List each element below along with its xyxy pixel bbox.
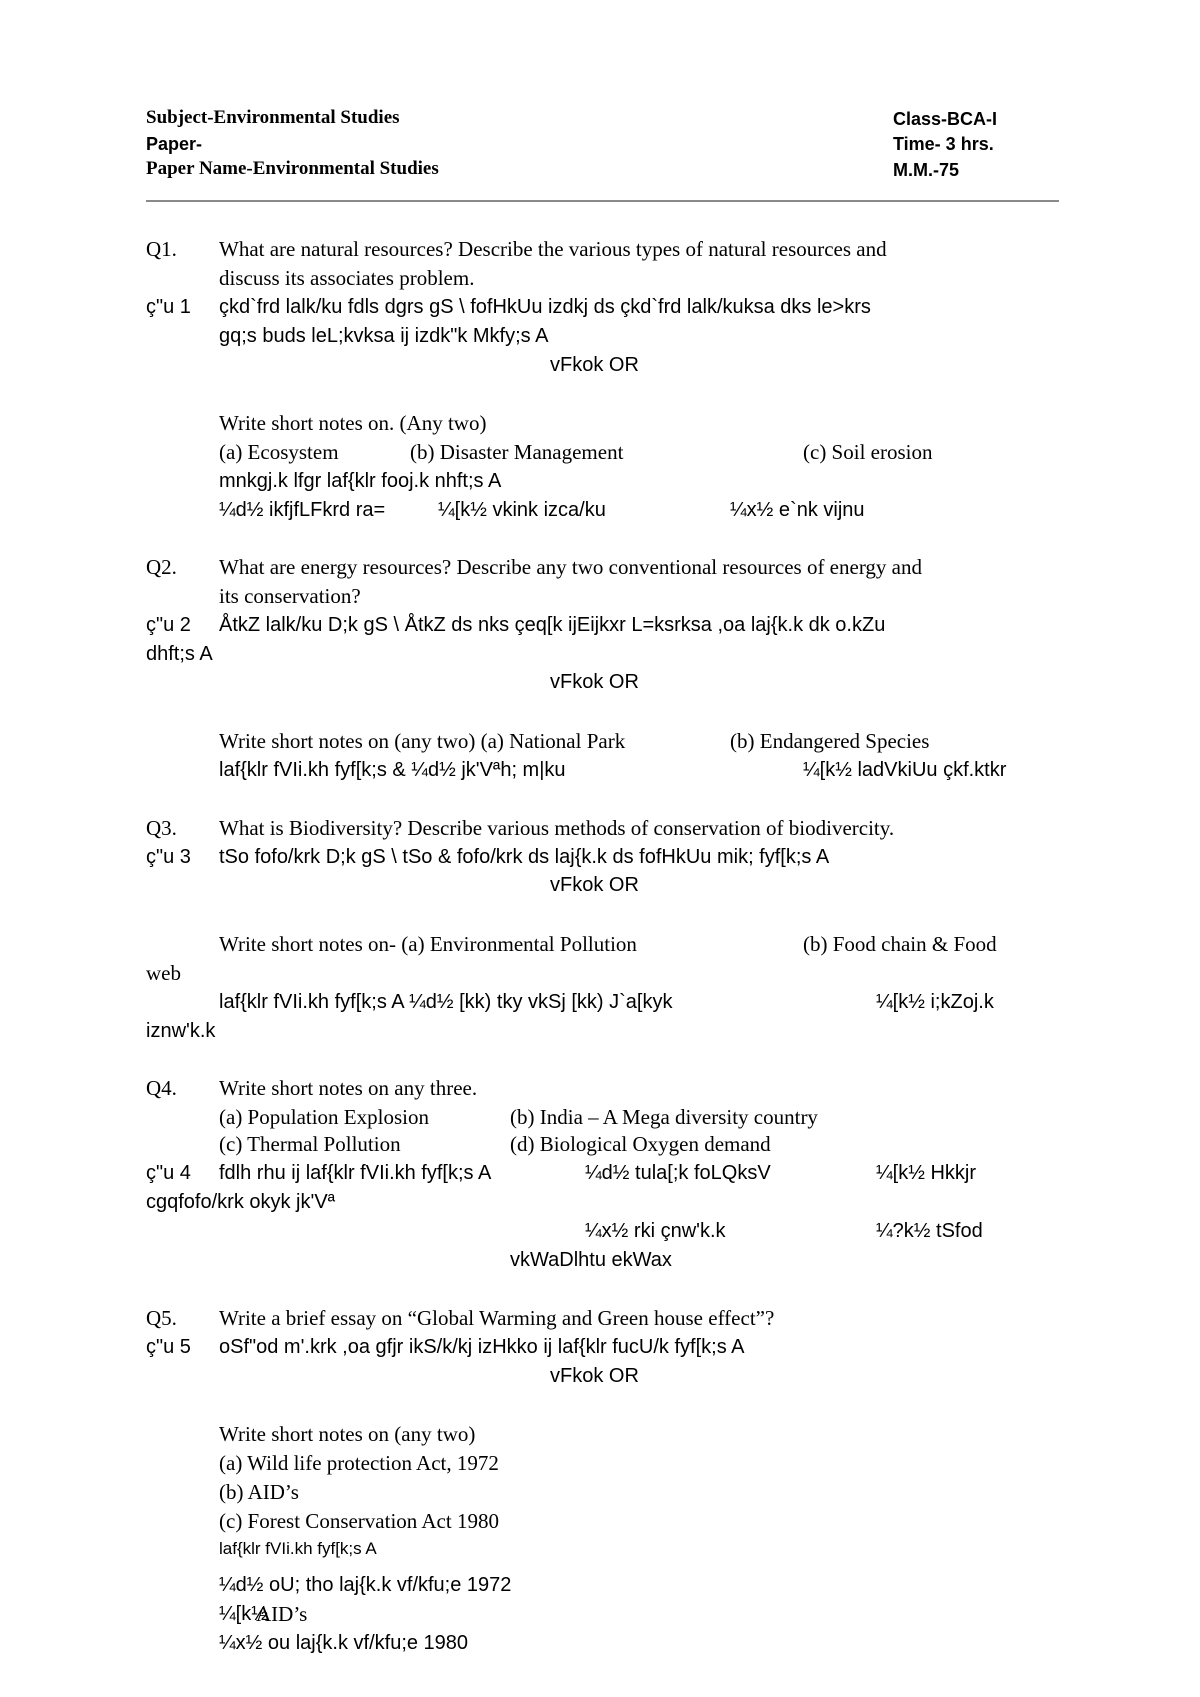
paper-label: Paper-	[146, 134, 203, 154]
q2-number: Q2.	[146, 555, 177, 579]
q2-hindi-line-2: dhft;s A	[146, 643, 213, 665]
q5-alt-option-b: (b) AID’s	[219, 1480, 299, 1504]
q4-text-line-1: Write short notes on any three.	[219, 1076, 478, 1100]
q5-alt-intro: Write short notes on (any two)	[219, 1422, 476, 1446]
q3-alt-option-b-continued: web	[146, 961, 181, 985]
q4-item-b: (b) India – A Mega diversity country	[510, 1105, 818, 1129]
header-divider	[146, 200, 1059, 202]
q5-alt-hindi-a: ¼d½ oU; tho laj{k.k vf/kfu;e 1972	[219, 1574, 512, 1596]
q5-hindi-line-1: oSf"od m'.krk ,oa gfjr ikS/k/kj izHkko ij laf{klr fucU/k fyf[k;s A	[219, 1336, 745, 1358]
marks-label: M.M.-75	[893, 160, 960, 180]
q5-alt-hindi-intro: laf{klr fVIi.kh fyf[k;s A	[219, 1539, 377, 1558]
q5-or-separator: vFkok OR	[550, 1365, 639, 1387]
q4-hindi-b-continued: cgqfofo/krk okyk jk'Vª	[146, 1191, 336, 1213]
q5-text-line-1: Write a brief essay on “Global Warming and Green house effect”?	[219, 1306, 775, 1330]
q3-number: Q3.	[146, 816, 177, 840]
q2-alt-option-b: (b) Endangered Species	[730, 729, 930, 753]
q1-alt-option-a: (a) Ecosystem	[219, 440, 339, 464]
q2-text-line-1: What are energy resources? Describe any two conventional resources of energy and	[219, 555, 923, 579]
subject-label: Subject-Environmental Studies	[146, 107, 400, 128]
q5-alt-option-a: (a) Wild life protection Act, 1972	[219, 1451, 499, 1475]
q2-hindi-number: ç"u 2	[146, 614, 191, 636]
q5-alt-option-c: (c) Forest Conservation Act 1980	[219, 1509, 499, 1533]
q4-number: Q4.	[146, 1076, 177, 1100]
q3-text-line-1: What is Biodiversity? Describe various methods of conservation of biodivercity.	[219, 816, 895, 840]
q1-hindi-line-2: gq;s buds leL;kvksa ij izdk"k Mkfy;s A	[219, 325, 549, 347]
q1-alt-hindi-a: ¼d½ ikfjfLFkrd ra=	[219, 499, 386, 521]
q3-alt-option-b: (b) Food chain & Food	[803, 932, 997, 956]
q3-hindi-line-1: tSo fofo/krk D;k gS \ tSo & fofo/krk ds laj{k.k ds fofHkUu mik; fyf[k;s A	[219, 846, 830, 868]
paper-name-label: Paper Name-Environmental Studies	[146, 158, 439, 179]
q1-alt-intro: Write short notes on. (Any two)	[219, 411, 487, 435]
q4-hindi-intro: fdlh rhu ij laf{klr fVIi.kh fyf[k;s A	[219, 1162, 492, 1184]
q1-text-line-2: discuss its associates problem.	[219, 266, 475, 290]
q3-alt-hindi-a: laf{klr fVIi.kh fyf[k;s A ¼d½ [kk) tky vkSj [kk) J`a[kyk	[219, 991, 673, 1013]
q1-alt-option-b: (b) Disaster Management	[410, 440, 624, 464]
q3-hindi-number: ç"u 3	[146, 846, 191, 868]
q5-hindi-number: ç"u 5	[146, 1336, 191, 1358]
q1-alt-option-c: (c) Soil erosion	[803, 440, 933, 464]
q2-alt-intro: Write short notes on (any two) (a) National Park	[219, 729, 626, 753]
q1-alt-hindi-c: ¼x½ e`nk vijnu	[730, 499, 865, 521]
q1-hindi-number: ç"u 1	[146, 296, 191, 318]
q1-text-line-1: What are natural resources? Describe the various types of natural resources and	[219, 237, 887, 261]
class-label: Class-BCA-I	[893, 109, 998, 129]
q2-or-separator: vFkok OR	[550, 671, 639, 693]
q4-hindi-d: ¼?k½ tSfod	[876, 1220, 983, 1242]
q2-alt-hindi-b: ¼[k½ ladVkiUu çkf.ktkr	[803, 759, 1007, 781]
q3-alt-hindi-b-continued: iznw'k.k	[146, 1020, 216, 1042]
q4-item-a: (a) Population Explosion	[219, 1105, 429, 1129]
q4-item-c: (c) Thermal Pollution	[219, 1132, 401, 1156]
q3-alt-intro: Write short notes on- (a) Environmental Pollution	[219, 932, 637, 956]
q4-hindi-d-continued: vkWaDlhtu ekWax	[510, 1249, 672, 1271]
q1-alt-hindi-b: ¼[k½ vkink izca/ku	[438, 499, 606, 521]
q2-text-line-2: its conservation?	[219, 584, 361, 608]
q1-hindi-line-1: çkd`frd lalk/ku fdls dgrs gS \ fofHkUu izdkj ds çkd`frd lalk/kuksa dks le>krs	[219, 296, 871, 318]
q1-number: Q1.	[146, 237, 177, 261]
q1-alt-hindi-intro: mnkgj.k lfgr laf{klr fooj.k nhft;s A	[219, 470, 502, 492]
q5-number: Q5.	[146, 1306, 177, 1330]
q4-item-d: (d) Biological Oxygen demand	[510, 1132, 771, 1156]
q4-hindi-b: ¼[k½ Hkkjr	[876, 1162, 977, 1184]
q3-or-separator: vFkok OR	[550, 874, 639, 896]
q2-alt-hindi-a: laf{klr fVIi.kh fyf[k;s & ¼d½ jk'Vªh; m|ku	[219, 759, 566, 781]
q3-alt-hindi-b: ¼[k½ i;kZoj.k	[876, 991, 994, 1013]
q5-alt-hindi-b-prefix: ¼[k½	[219, 1603, 268, 1625]
q4-hindi-c: ¼x½ rki çnw'k.k	[585, 1220, 726, 1242]
q5-alt-hindi-c: ¼x½ ou laj{k.k vf/kfu;e 1980	[219, 1632, 469, 1654]
q2-hindi-line-1: ÅtkZ lalk/ku D;k gS \ ÅtkZ ds nks çeq[k ijEijkxr L=ksrksa ,oa laj{k.k dk o.kZu	[219, 614, 886, 636]
q4-hindi-a: ¼d½ tula[;k foLQksV	[585, 1162, 771, 1184]
q5-alt-hindi-b: AID’s	[256, 1602, 308, 1626]
q1-or-separator: vFkok OR	[550, 354, 639, 376]
time-label: Time- 3 hrs.	[893, 134, 994, 154]
q4-hindi-number: ç"u 4	[146, 1162, 191, 1184]
